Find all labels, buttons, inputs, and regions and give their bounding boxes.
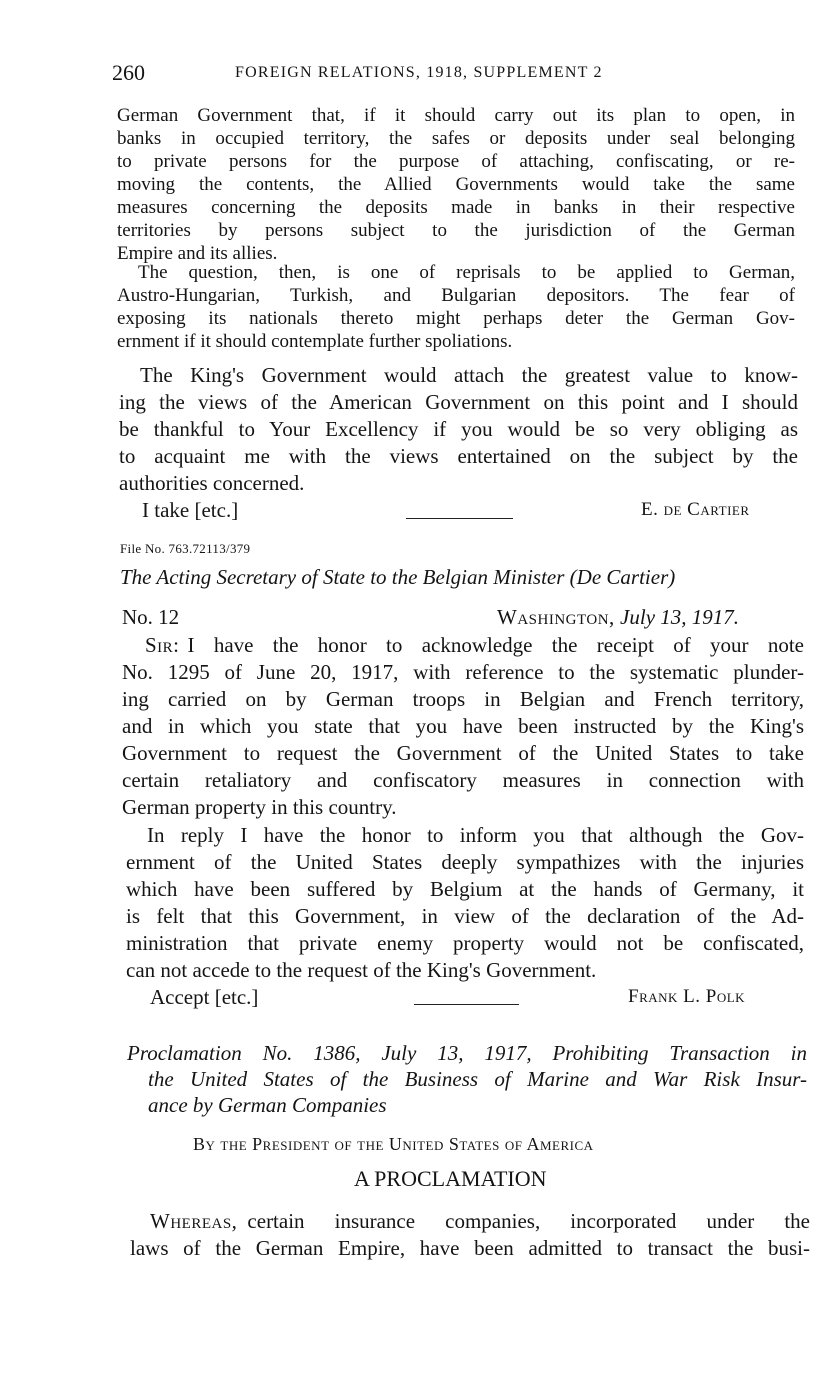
dateline-date: July 13, 1917.	[620, 605, 740, 629]
dateline-place: Washington,	[497, 605, 615, 629]
section-divider	[406, 518, 513, 519]
text-line: to private persons for the purpose of attaching, confiscating, or re-	[117, 151, 795, 172]
text-line: Austro-Hungarian, Turkish, and Bulgarian depositors. The fear of	[117, 285, 795, 306]
text-line: moving the contents, the Allied Governments would take the same	[117, 174, 795, 195]
running-title: FOREIGN RELATIONS, 1918, SUPPLEMENT 2	[235, 64, 603, 81]
text-line: is felt that this Government, in view of the declaration of the Ad-	[126, 904, 804, 928]
text-line: be thankful to Your Excellency if you would be so very obliging as	[119, 417, 798, 441]
text-line-body: I have the honor to acknowledge the receipt of your note	[187, 633, 804, 657]
dateline	[497, 604, 739, 630]
text-line: Proclamation No. 1386, July 13, 1917, Prohibiting Transaction in	[127, 1041, 807, 1065]
text-line: ernment if it should contemplate further spoliations.	[117, 331, 513, 352]
text-line: measures concerning the deposits made in banks in their respective	[117, 197, 795, 218]
text-line	[150, 1208, 810, 1234]
text-line: ing carried on by German troops in Belgian and French territory,	[122, 687, 804, 711]
text-line: which have been suffered by Belgium at the hands of Germany, it	[126, 877, 804, 901]
text-line: ing the views of the American Government on this point and I should	[119, 390, 798, 414]
text-line: Government to request the Government of the United States to take	[122, 741, 804, 765]
byline: By the President of the United States of America	[193, 1134, 594, 1154]
text-line-body: certain insurance companies, incorporated under the	[247, 1209, 810, 1233]
text-line: ministration that private enemy property would not be confiscated,	[126, 931, 804, 955]
text-line: the United States of the Business of Marine and War Risk Insur-	[148, 1067, 807, 1091]
text-line: authorities concerned.	[119, 471, 305, 495]
text-line: No. 1295 of June 20, 1917, with reference to the systematic plunder-	[122, 660, 804, 684]
text-line: ernment of the United States deeply sympathizes with the injuries	[126, 850, 804, 874]
signature: Frank L. Polk	[628, 986, 746, 1007]
note-number: No. 12	[122, 605, 180, 629]
closing-line: Accept [etc.]	[150, 985, 259, 1009]
text-line: and in which you state that you have been instructed by the King's	[122, 714, 804, 738]
page-number: 260	[112, 60, 145, 85]
proclamation-title: A PROCLAMATION	[354, 1166, 547, 1191]
closing-line: I take [etc.]	[142, 498, 239, 522]
text-line: German Government that, if it should carry out its plan to open, in	[117, 105, 795, 126]
salutation: Sir:	[145, 633, 180, 657]
section-divider	[414, 1004, 519, 1005]
document-heading: The Acting Secretary of State to the Belgian Minister (De Cartier)	[120, 565, 676, 589]
text-line: laws of the German Empire, have been admitted to transact the busi-	[130, 1236, 810, 1260]
text-line: Empire and its allies.	[117, 243, 278, 264]
file-number: File No. 763.72113/379	[120, 541, 251, 556]
whereas-word: Whereas,	[150, 1209, 238, 1233]
text-line: The King's Government would attach the greatest value to know-	[140, 363, 798, 387]
text-line: can not accede to the request of the King's Government.	[126, 958, 597, 982]
text-line: exposing its nationals thereto might perhaps deter the German Gov-	[117, 308, 795, 329]
text-line: certain retaliatory and confiscatory measures in connection with	[122, 768, 804, 792]
text-line: to acquaint me with the views entertained on the subject by the	[119, 444, 798, 468]
text-line	[145, 632, 804, 658]
text-line: banks in occupied territory, the safes or deposits under seal belonging	[117, 128, 795, 149]
text-line: German property in this country.	[122, 795, 397, 819]
text-line: ance by German Companies	[148, 1093, 387, 1117]
text-line: The question, then, is one of reprisals to be applied to German,	[138, 262, 795, 283]
text-line: territories by persons subject to the jurisdiction of the German	[117, 220, 795, 241]
text-line: In reply I have the honor to inform you that although the Gov-	[147, 823, 804, 847]
signature: E. de Cartier	[641, 499, 750, 520]
